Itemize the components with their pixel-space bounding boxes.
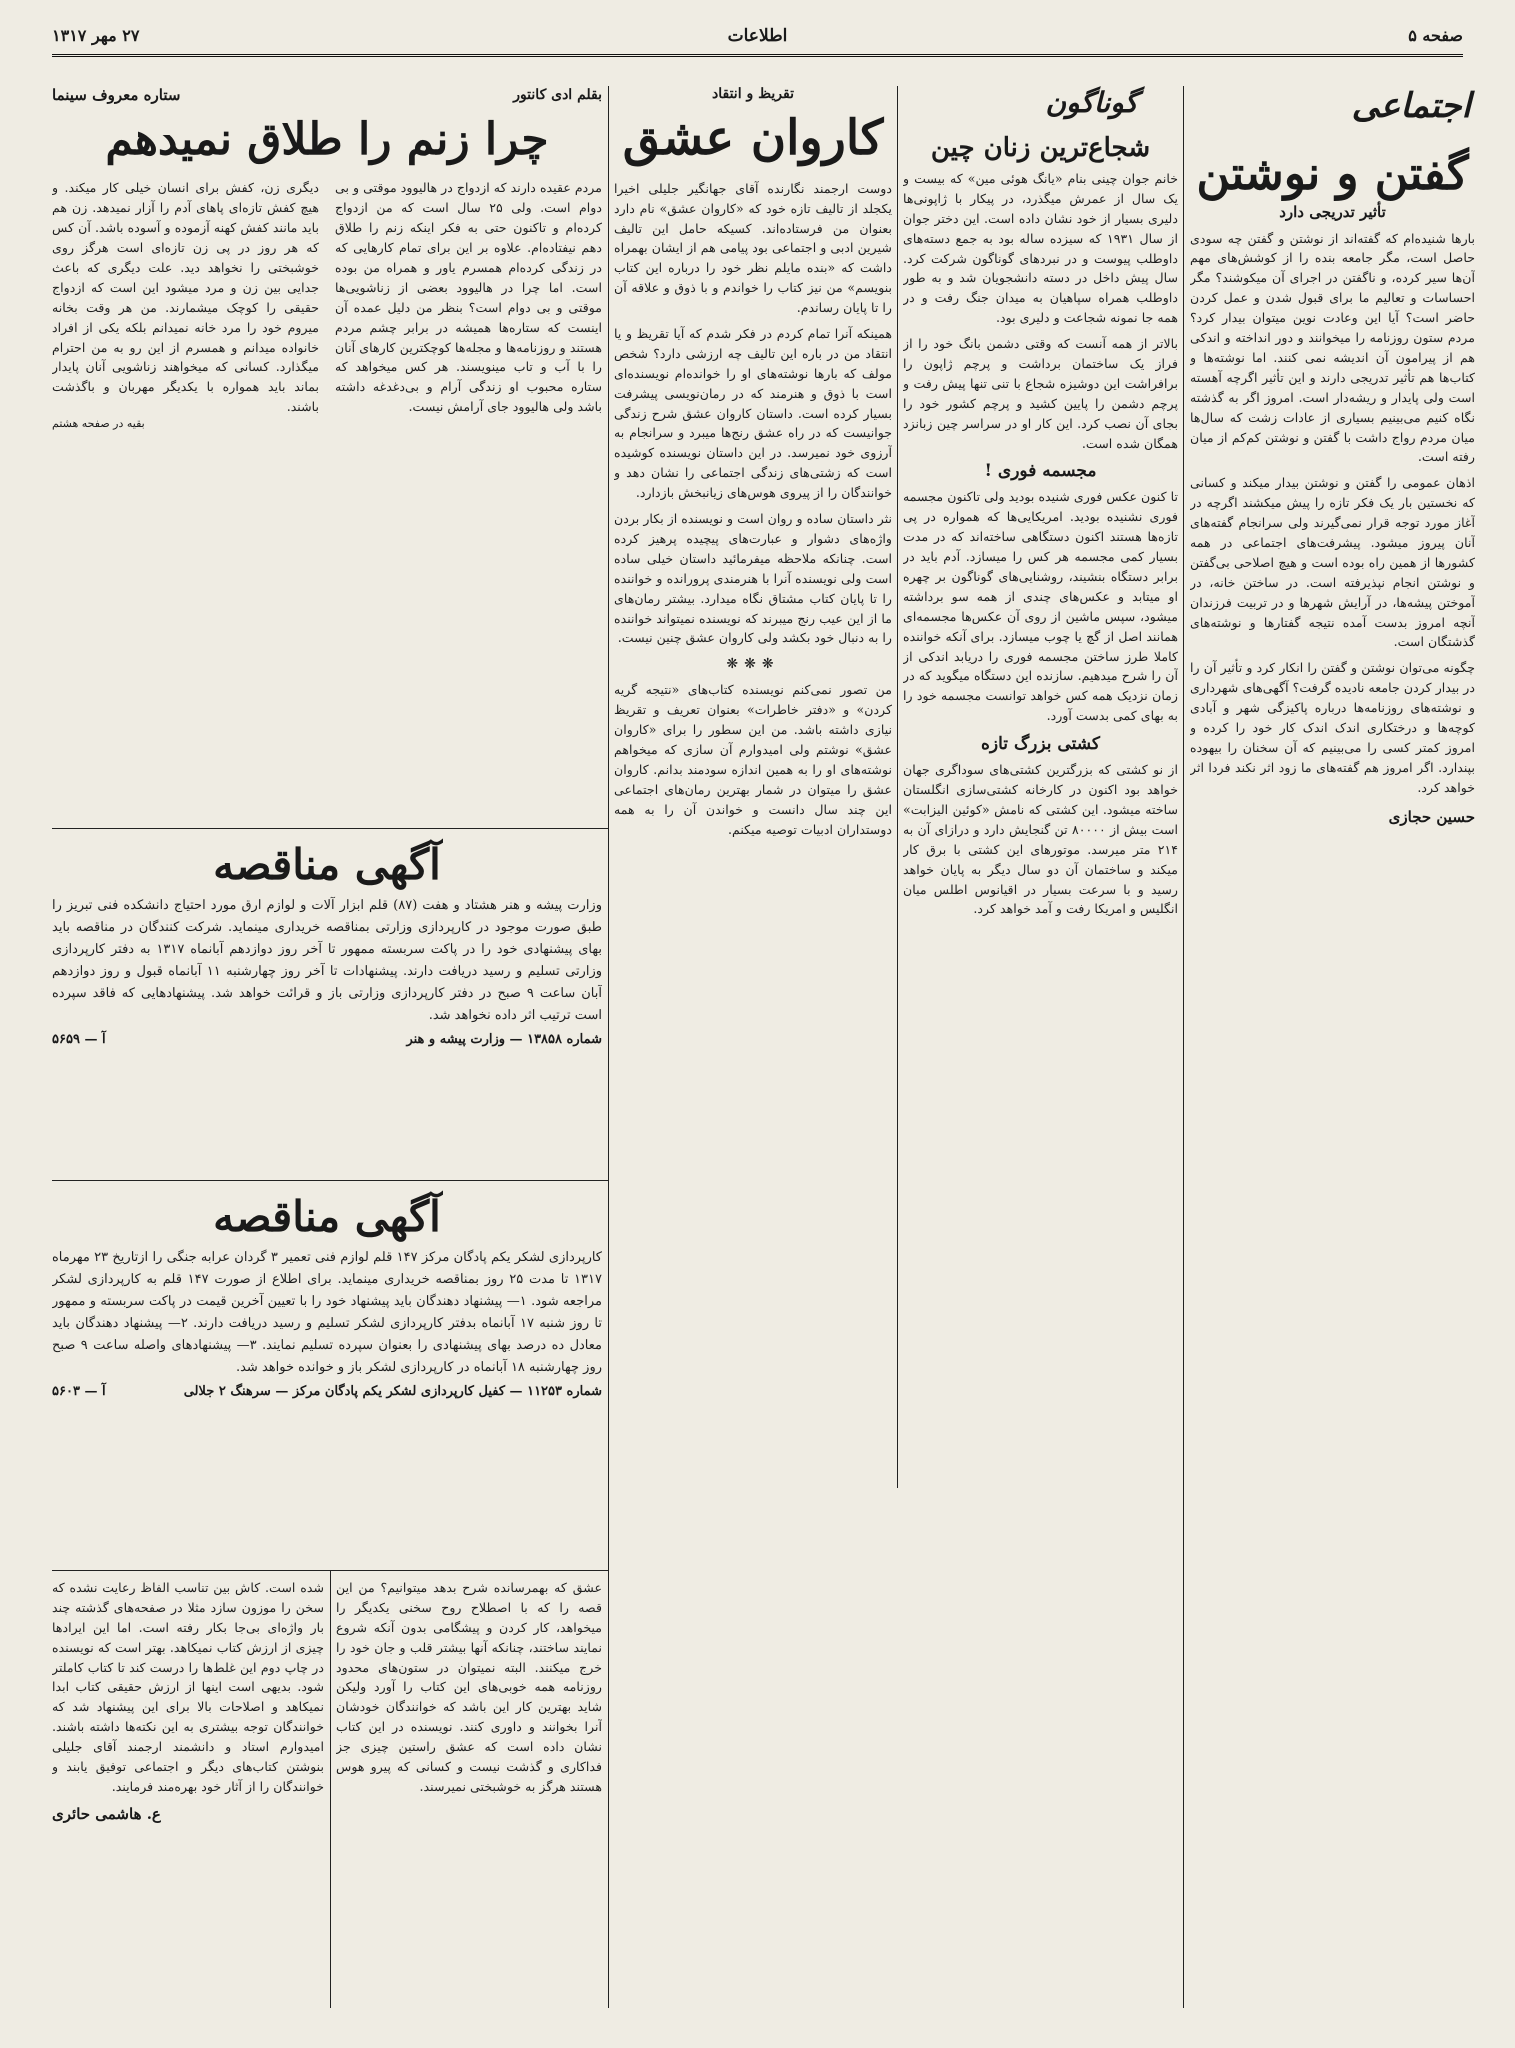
ad-body: وزارت پیشه و هنر هشتاد و هفت (۸۷) قلم ابزار آلات و لوازم ارق مورد احتیاج دانشکده فنی تبریز را طبق صورت موجود در کارپردازی وزارتی بمناقصه خریداری مینماید. شرکت کنندگان در مناقصه باید بهای پیشنهادی خود را در پاکت سربسته ممهور تا آخر روز دوازدهم آبانماه ۱۳۱۷ به دفتر کارپردازی وزارتی تسلیم و رسید دریافت دارند. پیشنهادات تا آخر روز چهارشنبه ۱۱ آبانماه قبول و روز دوازدهم آبان ساعت ۹ صبح در دفتر کارپردازی وزارتی باز و قرائت خواهد شد. پیشنهادهایی که فاقد سپرده است ترتیب اثر داده نخواهد شد.	[52, 898, 602, 1024]
article-paragraph: تا کنون عکس فوری شنیده بودید ولی تاکنون مجسمه فوری نشنیده بودید. امریکایی‌ها که همواره در پی تازه‌ها هستند اکنون دستگاهی ساخته‌اند که در مدت بسیار کمی مجسمه هر کس را میسازد. آدم باید در برابر دستگاه بنشیند، روشنایی‌های گوناگون بر چهره او میتابد و عکس‌های چندی از همه سو برداشته میشود، سپس ماشین از روی آن عکس‌ها مجسمه‌ای همانند اصل از گچ یا چوب میسازد. برای آنکه خواننده کاملا طرز ساختن مجسمه فوری را دریابد اندکی از آن را شرح میدهیم. سازنده این دستگاه میگوید که در زمان نزدیک همه کس خواهد توانست مجسمه خود را به بهای کمی بدست آورد.	[903, 489, 1178, 724]
continued-note: بقیه در صفحه هشتم	[52, 417, 145, 431]
article-author: حسین حجازی	[1388, 807, 1475, 826]
tender-ad-1	[52, 834, 602, 1174]
article-ejtemaei	[1190, 86, 1475, 2006]
subsection-title: مجسمه فوری !	[984, 461, 1097, 482]
article-title: کاروان عشق	[622, 110, 884, 166]
header-rule	[52, 54, 1463, 57]
ad-code: آ — ۵۶۵۹	[52, 1031, 106, 1047]
ad-footer	[52, 1384, 602, 1399]
tender-ad-2	[52, 1186, 602, 1566]
page-header	[52, 10, 1463, 80]
page-number: صفحه ۵	[1408, 26, 1463, 45]
column-divider	[1183, 86, 1184, 2008]
article-paragraph: از نو کشتی که بزرگترین کشتی‌های سوداگری جهان خواهد بود اکنون در کارخانه کشتی‌سازی انگلستان ساخته میشود. این کشتی که نامش «کوئین الیزابت» است بیش از ۸۰۰۰۰ تن گنجایش دارد و درازای آن به ۲۱۴ متر میرسد. موتورهای این کشتی با برق کار میکند و ساختمان آن دو سال دیگر به پایان خواهد رسید و با سرعت بسیار در اقیانوس اطلس میان انگلیس و امریکا رفت و آمد خواهد کرد.	[903, 762, 1178, 917]
column-divider	[330, 1570, 331, 2008]
article-byline	[52, 86, 602, 104]
section-label: تقریظ و انتقاد	[712, 86, 794, 102]
section-rule	[52, 1180, 608, 1181]
article-continuation-left	[52, 1578, 324, 2018]
section-label: اجتماعی	[1351, 86, 1471, 126]
section-label: گوناگون	[1045, 86, 1138, 119]
article-continuation-right	[336, 1578, 602, 2018]
ad-heading: آگهی مناقصه	[213, 840, 441, 889]
article-paragraph: بالاتر از همه آنست که وقتی دشمن بانگ خود را از فراز یک ساختمان برداشت و پرچم ژاپون را برافراشت این دوشیزه شجاع با تنی تنها پیش رفت و پرچم دشمن را پایین کشید و پرچم کشور خود را بجای آن نصب کرد. این کار او در سراسر چین زبانزد همگان شده است.	[903, 336, 1178, 451]
column-divider	[608, 86, 609, 2008]
article-paragraph: چگونه می‌توان نوشتن و گفتن را انکار کرد و تأثیر آن را در بیدار کردن جامعه نادیده گرفت؟ آگهی‌های شهرداری و نوشته‌های روزنامه‌ها درباره پاکیزگی شهر و آبادی کوچه‌ها و درختکاری اندک اندک کار خود را کرده و امروز کمتر کسی را می‌بینیم که آن سخنان را بیهوده بپندارد. اگر امروز هم گفته‌های ما زود اثر نکند فردا اثر خواهد کرد.	[1190, 660, 1475, 795]
subsection-title: کشتی بزرگ تازه	[981, 734, 1100, 755]
article-paragraph: خانم جوان چینی بنام «یانگ هوئی مین» که بیست و یک سال از عمرش میگذرد، در پیکار با ژاپونی‌ها دلیری بسیار از خود نشان داده است. این دختر جوان از سال ۱۹۳۱ که سیزده ساله بود به جمع دسته‌های داوطلب پیوست و در نبردهای گوناگون شرکت کرد. سال پیش داخل در دسته دانشجویان شد و به طور داوطلب همراه سپاهیان به میدان جنگ رفت و در همه جا نمونه شجاعت و دلیری بود.	[903, 171, 1178, 326]
article-paragraph: دیگری زن، کفش برای انسان خیلی کار میکند. و هیچ کفش تازه‌ای پاهای آدم را آزار نمیدهد. زن هم باید مانند کفش کهنه آزموده و آسوده باشد. آن کس که هر روز در پی زن تازه‌ای است هرگز روی خوشبختی را نخواهد دید. علت دیگری که باعث جدایی بین زن و مرد میشود این است که ازدواج حقیقی را کوچک میشمارند. من هر وقت بخانه میروم خود را مرد خانه نمیدانم بلکه یکی از افراد خانواده میدانم و همسرم از این رو به من احترام میگذارد. کسانی که میخواهند زناشویی آنان پایدار بماند باید همواره با یکدیگر مهربان و باگذشت باشند.	[52, 180, 319, 415]
article-karvan-eshgh	[614, 86, 892, 2006]
article-paragraph: بارها شنیده‌ام که گفته‌اند از نوشتن و گفتن چه سودی حاصل است، مگر جامعه بنده را از کوشش‌های مهم آن‌ها سیر کرده، و ناگفتن در اجرای آن میکوشند؟ مگر احساسات و تعالیم ما برای قبول شدن و عمل کردن حاضر است؟ آیا این وعادت نوین میتوان بیدار کرد؟ مردم ستون روزنامه را میخوانند و دور انداخته و اندکی هم از پیرامون آن اندیشه نمی کنند. اما نوشته‌ها و کتاب‌ها هم تأثیر تدریجی دارند و این تأثیر اگرچه آهسته است ولی پایدار و ریشه‌دار است. امروز اگر به گذشته نگاه کنیم می‌بینیم بسیاری از عادات زشت که سال‌ها میان مردم رواج داشت با گفتن و نوشتن کم‌کم از میان رفته است.	[1190, 230, 1475, 465]
author-role: ستاره معروف سینما	[52, 86, 181, 104]
ad-code: آ — ۵۶۰۳	[52, 1383, 106, 1399]
ad-signature: شماره ۱۱۲۵۳ — کفیل کارپردازی لشکر یکم پادگان مرکز — سرهنگ ۲ جلالی	[183, 1383, 602, 1399]
issue-date: ۲۷ مهر ۱۳۱۷	[52, 26, 140, 45]
article-paragraph: مردم عقیده دارند که ازدواج در هالیوود موقتی و بی دوام است. ولی ۲۵ سال است که من ازدواج کرده‌ام و تاکنون حتی به فکر اینکه زنم را طلاق دهم نیفتاده‌ام. علاوه بر این برای تمام کارهایی که در زندگی کرده‌ام همسرم یاور و همراه من بوده است. اما چرا در هالیوود بعضی از زناشویی‌ها موقتی و بی دوام است؟ بنظر من دلیل عمده آن اینست که ستاره‌ها همیشه در برابر چشم مردم هستند و روزنامه‌ها و مجله‌ها کوچکترین کارهای آنان را با آب و تاب مینویسند. هر کس میخواهد که ستاره محبوب او زندگی آرام و بی‌دغدغه داشته باشد ولی هالیوود جای آرامش نیست.	[335, 180, 602, 415]
column-divider	[897, 86, 898, 1488]
article-paragraph: دوست ارجمند نگارنده آقای جهانگیر جلیلی اخیرا یکجلد از تالیف تازه خود که «کاروان عشق» نام دارد بعنوان من فرستاده‌اند. کسیکه حامل این تالیف شیرین ادبی و اجتماعی بود پیامی هم از ایشان بهمراه داشت که «بنده مایلم نظر خود را درباره این کتاب بنویسم» من نیز کتاب را خواندم و با ذوق و علاقه آن را تا پایان رساندم.	[614, 180, 892, 316]
article-paragraph: شده است. کاش بین تناسب الفاظ رعایت نشده که سخن را موزون سازد مثلا در صفحه‌های گذشته چند بار واژه‌ای بی‌جا بکار رفته است. اما این ایرادها چیزی از ارزش کتاب نمیکاهد. بهتر است که نویسنده در چاپ دوم این غلط‌ها را درست کند تا کتاب کاملتر شود. بدیهی است اینها از ارزش حقیقی کتاب ابدا نمیکاهد و اصلاحات بالا برای این پیشنهاد شد که خوانندگان توجه بیشتری به این نکته‌ها داشته باشند. امیدوارم استاد و دانشمند ارجمند آقای جلیلی بنوشتن کتاب‌های دیگر و اجتماعی توفیق یابند و خوانندگان را از آثار خود بهره‌مند فرمایند.	[52, 1580, 324, 1794]
ad-heading: آگهی مناقصه	[213, 1192, 441, 1241]
ad-body: کارپردازی لشکر یکم پادگان مرکز ۱۴۷ قلم لوازم فنی تعمیر ۳ گردان عرابه جنگی را ازتاریخ ۲۳ مهرماه ۱۳۱۷ تا مدت ۲۵ روز بمناقصه خریداری مینماید. برای اطلاع از صورت ۱۴۷ قلم به کارپردازی لشکر مراجعه شود. ۱— پیشنهاد دهندگان باید پیشنهاد خود را با تعیین آخرین قیمت در پاکت سربسته و ممهور تا روز شنبه ۱۷ آبانماه بدفتر کارپردازی لشکر تسلیم و رسید دریافت دارند. ۲— پیشنهاد دهندگان باید معادل ده درصد بهای پیشنهادی را بعنوان سپرده تسلیم نمایند. ۳— پیشنهادهای واصله ساعت ۹ صبح روز چهارشنبه ۱۸ آبانماه در کارپردازی لشکر باز و خوانده خواهد شد.	[52, 1250, 602, 1376]
article-title: شجاع‌ترین زنان چین	[930, 133, 1151, 163]
article-paragraph: عشق که بهمرسانده شرح بدهد میتوانیم؟ من این قصه را که با اصطلاح روح سخنی یکدیگر را میخواهد، کار کردن و پیشگامی بدون آنکه شروع نمایند ساختند، چنانکه آنها بیشتر قلب و جان خود را خرج میکنند. البته نمیتوان در ستون‌های محدود روزنامه همه خوبی‌های این کتاب را آورد ولیکن شاید بهترین کار این باشد که خوانندگان خودشان آنرا بخوانند و داوری کنند. نویسنده در این کتاب نشان داده است که عشق راستین چیزی جز فداکاری و گذشت نیست و کسانی که پیرو هوس هستند هرگز به خوشبختی نمیرسند.	[336, 1580, 602, 1794]
article-talaq	[52, 86, 602, 826]
article-paragraph: من تصور نمی‌کنم نویسنده کتاب‌های «نتیجه گریه کردن» و «دفتر خاطرات» بعنوان تعریف و تقریظ نیازی داشته باشد. من این سطور را برای «کاروان عشق» نوشتم ولی امیدوارم آن سازی که میخواهم نوشته‌های او را به همین اندازه سودمند بدانم. کاروان عشق را میتوان در شمار بهترین رمان‌های اجتماعی این چند سال دانست و خواندن آن را به همه دوستداران ادبیات توصیه میکنم.	[614, 682, 892, 837]
article-subtitle: تأثیر تدریجی دارد	[1279, 202, 1386, 221]
ad-footer	[52, 1032, 602, 1047]
article-title: چرا زنم را طلاق نمیدهم	[105, 114, 549, 165]
article-title: گفتن و نوشتن	[1196, 146, 1469, 200]
article-paragraph: اذهان عمومی را گفتن و نوشتن بیدار میکند و کسانی که نخستین بار یک فکر تازه را پیش میکشند اگرچه در آغاز مورد توجه قرار نمی‌گیرند ولی سرانجام گفته‌های آنان پیروز میشود. پیشرفت‌های اجتماعی در همه کشورها از همین راه بوده است و هیچ اصلاحی بی‌گفتن و نوشتن انجام نپذیرفته است. در ساختن خانه، در آموختن پیشه‌ها، در آرایش شهرها و در تربیت فرزندان آنچه امروز بدست آمده نتیجه گفتارها و نوشته‌های گذشتگان است.	[1190, 475, 1475, 650]
article-paragraph: نثر داستان ساده و روان است و نویسنده از بکار بردن واژه‌های دشوار و عبارت‌های پیچیده پرهیز کرده است. چنانکه ملاحظه میفرمائید داستان خیلی ساده است ولی نویسنده آنرا با هنرمندی پرورانده و خواننده را تا پایان کتاب مشتاق نگاه میدارد. بیشتر رمان‌های ما از این عیب رنج میبرند که نویسنده نمیتواند خواننده را به دنبال خود بکشد ولی کاروان عشق چنین نیست.	[614, 511, 892, 646]
section-divider-stars: ❋❋❋	[726, 656, 780, 673]
section-rule	[52, 828, 608, 829]
author-label: بقلم ادی کانتور	[513, 87, 602, 103]
newspaper-name: اطلاعات	[727, 26, 788, 46]
article-signature: ع. هاشمی حائری	[52, 1804, 161, 1823]
ad-signature: شماره ۱۳۸۵۸ — وزارت پیشه و هنر	[406, 1031, 602, 1047]
article-columns	[52, 178, 602, 430]
section-rule	[52, 1570, 608, 1571]
article-gunagun	[903, 86, 1178, 2006]
article-paragraph: همینکه آنرا تمام کردم در فکر شدم که آیا تقریظ و یا انتقاد من در باره این تالیف چه ارزشی دارد؟ شخص مولف که بارها نوشته‌های او را خوانده‌ام نویسنده‌ای است با ذوق و هنرمند که در رمان‌نویسی پیشرفت بسیار کرده است. داستان کاروان عشق شرح زندگی جوانیست که در راه عشق رنج‌ها میبرد و سرانجام به آرزوی خود نمیرسد. در این داستان نویسنده کوشیده است که زشتی‌های زندگی اجتماعی را نشان دهد و خوانندگان را از پیروی هوس‌های زیانبخش بازدارد.	[614, 326, 892, 501]
